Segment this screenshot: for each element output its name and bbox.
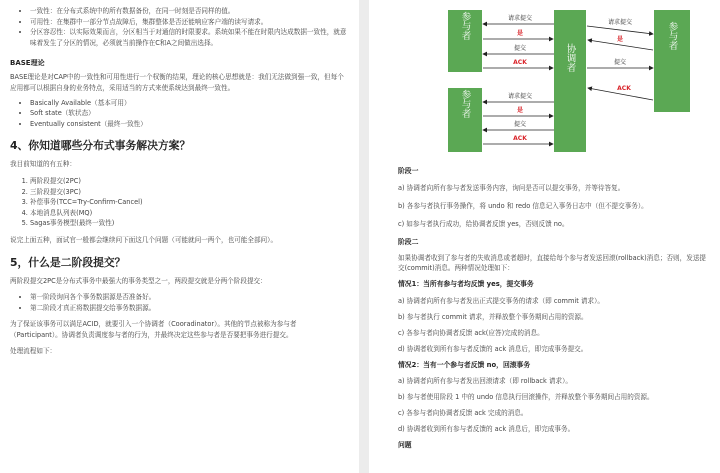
base-item: • Soft state（软状态） [30, 108, 348, 119]
q4-heading: 4、你知道哪些分布式事务解决方案？ [10, 139, 191, 153]
case1-item: a) 协调者向所有参与者发出正式提交事务的请求（即 commit 请求）。 [398, 296, 604, 305]
participant-label: 参与者 [666, 21, 678, 51]
cap-bullet-partition: • 分区容忍性：以实际效果而言，分区相当于对通信的时限要求。系统如果不能在时限内达成数据一致性，就意味着发生了分区的情况，必须就当前操作在C和A之间做出选择。 [30, 27, 348, 48]
column-divider [359, 0, 369, 473]
case2-item: d) 协调者收到所有参与者反馈的 ack 消息后，即完成事务。 [398, 425, 575, 434]
arrow-label: 提交 [613, 59, 627, 66]
phase1-item: a) 协调者向所有参与者发送事务内容，询问是否可以提交事务，并等待答复。 [398, 183, 625, 192]
two-phase-commit-diagram [398, 6, 711, 156]
case2-item: b) 参与者使用阶段 1 中的 undo 信息执行回滚操作，并释放整个事务期间占用的资源。 [398, 393, 654, 402]
base-list [10, 98, 348, 130]
arrow-label: 是 [616, 36, 624, 43]
phase1-item: b) 各参与者执行事务操作，将 undo 和 redo 信息记入事务日志中（但不提交事务）。 [398, 201, 648, 210]
phase-item: • 第二阶段才真正将数据提交给事务数据源。 [30, 303, 348, 314]
participant-label: 参与者 [459, 11, 471, 41]
cap-bullet-consistency: • 一致性：在分布式系统中的所有数据备份，在同一时刻是否同样的值。 [30, 6, 348, 17]
arrow-label: 提交 [513, 45, 527, 52]
solution-item: 4. 本地消息队列表(MQ) [30, 208, 348, 219]
case1-item: c) 各参与者向协调者反馈 ack(应答)完成的消息。 [398, 328, 544, 337]
arrow-label: ACK [617, 85, 631, 92]
q5-heading: 5，什么是二阶段提交？ [10, 255, 126, 269]
case1-item: b) 参与者执行 commit 请求，并释放整个事务期间占用的资源。 [398, 312, 588, 321]
q4-lead: 我目前知道的有五种： [10, 160, 76, 169]
phase-item: • 第一阶段询问各个事务数据源是否准备好。 [30, 292, 348, 303]
phase1-item: c) 如参与者执行成功，给协调者反馈 yes，否则反馈 no。 [398, 219, 569, 228]
base-item: • Basically Available（基本可用） [30, 98, 348, 109]
base-item: • Eventually consistent（最终一致性） [30, 119, 348, 130]
arrow-label: ACK [513, 59, 527, 66]
left-column [0, 0, 358, 473]
right-column [369, 0, 720, 473]
arrow-label: 是 [516, 107, 524, 114]
solution-item: 1. 两阶段提交(2PC) [30, 176, 348, 187]
phase1-heading: 阶段一 [398, 167, 419, 175]
phase2-paragraph: 如果协调者收到了参与者的失败消息或者超时，直接给每个参与者发送回滚(rollback)消息；否则，发送提交(commit)消息。两种情况处理如下： [398, 254, 707, 273]
arrow-label: 是 [516, 30, 524, 37]
phase-list [10, 292, 348, 313]
problem-heading: 问题 [398, 441, 412, 450]
q5-paragraph: 两阶段提交2PC是分布式事务中最强大的事务类型之一，两段提交就是分两个阶段提交： [10, 276, 267, 285]
participant-label: 参与者 [459, 89, 471, 119]
case1-item: d) 协调者收到所有参与者反馈的 ack 消息后，即完成事务提交。 [398, 344, 588, 353]
solution-item: 3. 补偿事务(TCC=Try-Confirm-Cancel) [30, 197, 348, 208]
arrow-label: ACK [513, 135, 527, 142]
cap-bullet-availability: • 可用性：在集群中一部分节点故障后，集群整体是否还能响应客户端的读写请求。 [30, 17, 348, 28]
q4-after: 说完上面五种，面试官一般都会继续问下面这几个问题（可能就问一两个，也可能全部问）。 [10, 235, 278, 244]
solution-item: 5. Sagas事务模型(最终一致性) [30, 218, 348, 229]
arrow-label: 提交 [513, 121, 527, 128]
solution-item: 2. 三阶段提交(3PC) [30, 187, 348, 198]
phase2-heading: 阶段二 [398, 237, 419, 246]
case2-item: a) 协调者向所有参与者发出回滚请求（即 rollback 请求）。 [398, 377, 573, 386]
q5-paragraph-2: 为了保证该事务可以满足ACID，就要引入一个协调者（Cooradinator）。其他的节点被称为参与者（Participant）。协调者负责调度参与者的行为，并最终决定这些参与者是否要把事务进行提交。 [10, 320, 297, 339]
coordinator-label: 协调者 [564, 43, 576, 73]
cap-bullet-list [10, 6, 348, 48]
case2-item: c) 各参与者向协调者反馈 ack 完成的消息。 [398, 409, 528, 418]
arrow-label: 请求提交 [507, 15, 533, 22]
coordinator-box [554, 10, 586, 152]
base-heading: BASE理论 [10, 59, 45, 68]
arrow-label: 请求提交 [507, 93, 533, 100]
arrow-label: 请求提交 [607, 19, 633, 26]
solution-list [10, 176, 348, 229]
base-paragraph: BASE理论是对CAP中的一致性和可用性进行一个权衡的结果，理论的核心思想就是：我们无法做到强一致，但每个应用都可以根据自身的业务特点，采用适当的方式来使系统达到最终一致性。 [10, 73, 344, 92]
case2-heading: 情况2：当有一个参与者反馈 no，回滚事务 [398, 360, 531, 369]
q5-flow: 处理流程如下： [10, 347, 57, 356]
case1-heading: 情况1：当所有参与者均反馈 yes，提交事务 [398, 280, 534, 289]
